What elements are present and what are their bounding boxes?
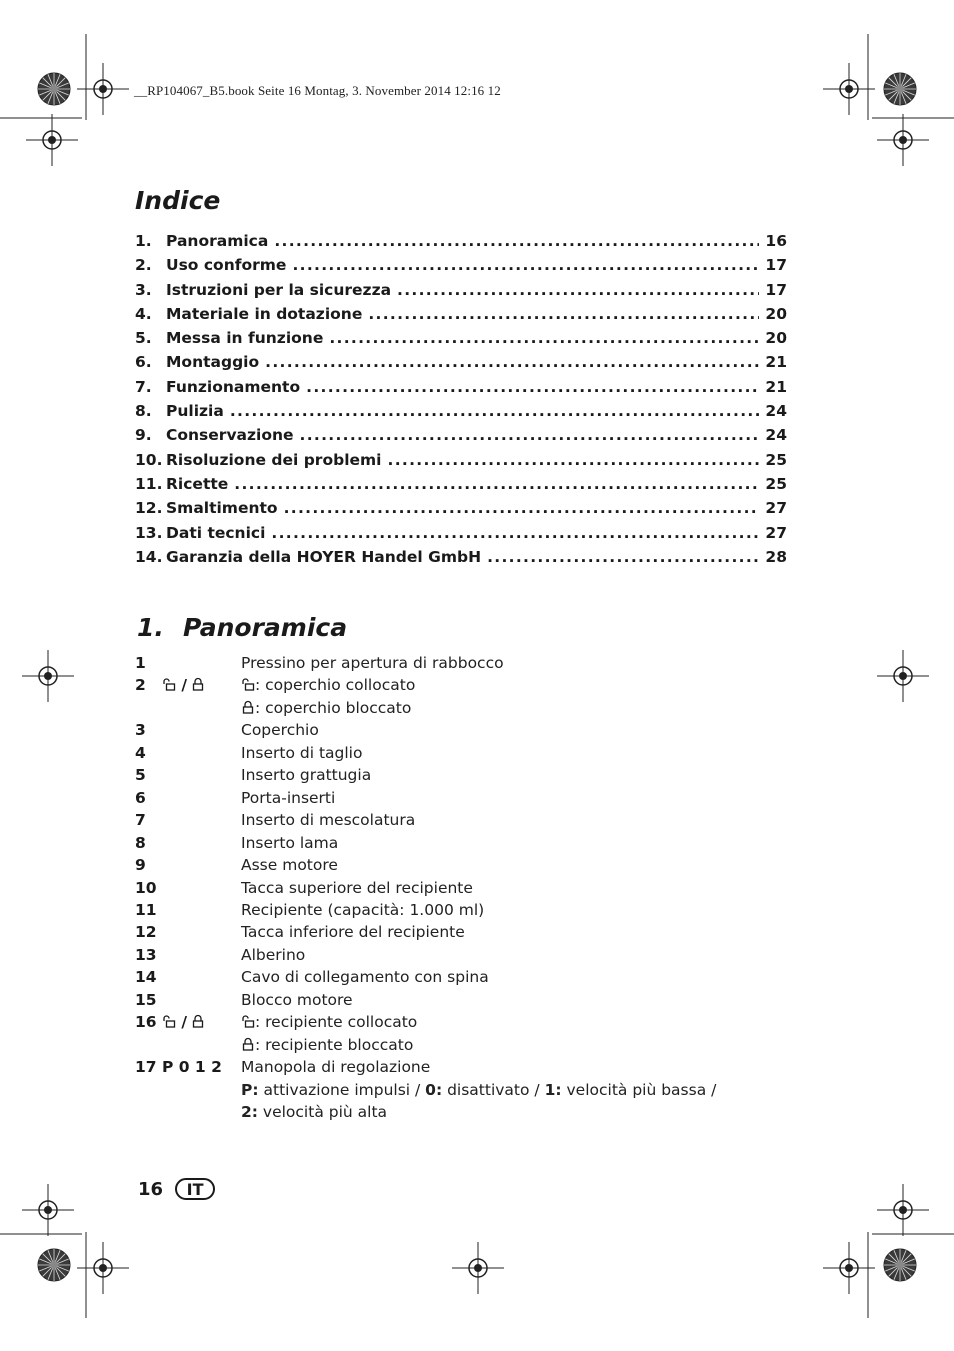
toc-entry-page: 28 — [765, 547, 787, 566]
toc-entry-label: Funzionamento — [166, 377, 301, 396]
list-item — [135, 832, 785, 854]
list-item — [135, 989, 785, 1011]
part-number: 9 — [135, 856, 146, 875]
section-title-text: Panoramica — [183, 613, 348, 642]
part-description: Coperchio — [241, 721, 319, 740]
list-item — [135, 787, 785, 809]
toc-entry-page: 16 — [765, 232, 787, 250]
toc-entry-number: 7. — [135, 377, 152, 396]
section-number: 1. — [137, 613, 164, 642]
toc-entry-label: Conservazione — [166, 426, 294, 445]
toc-entry-number: 11. — [135, 474, 163, 493]
toc-entry-number: 2. — [135, 256, 152, 275]
container-open-line — [241, 1011, 785, 1033]
locked-icon — [241, 1037, 255, 1051]
toc-entry-label: Smaltimento — [166, 499, 278, 518]
setting-2-value: velocità più alta — [257, 1103, 388, 1122]
part-number: 10 — [135, 878, 157, 897]
list-item — [135, 944, 785, 966]
list-item — [135, 652, 785, 674]
unlocked-icon — [241, 1014, 255, 1028]
toc-entry — [135, 305, 787, 329]
parts-list — [135, 652, 785, 1124]
part-number: 4 — [135, 743, 146, 762]
container-locked-line — [241, 1034, 785, 1056]
toc-entry — [135, 524, 787, 548]
toc-entry-page: 24 — [765, 402, 787, 421]
slash-separator: / — [181, 676, 188, 695]
toc-entry-number: 5. — [135, 329, 152, 348]
setting-1-value: velocità più bassa / — [561, 1080, 717, 1099]
toc-entry-label: Pulizia — [166, 402, 224, 421]
knob-settings-line-1 — [241, 1079, 785, 1101]
lid-locked-text: : coperchio bloccato — [255, 698, 412, 717]
toc-entry — [135, 548, 787, 572]
part-description: Pressino per apertura di rabbocco — [241, 654, 504, 672]
part-number: 17 P 0 1 2 — [135, 1058, 222, 1077]
part-description: Asse motore — [241, 856, 338, 875]
part-number: 6 — [135, 788, 146, 807]
part-description — [241, 1056, 785, 1123]
toc-entry-number: 12. — [135, 499, 163, 518]
part-description: Inserto lama — [241, 833, 339, 852]
toc-entry-page: 21 — [765, 377, 787, 396]
page-footer — [138, 1178, 215, 1200]
toc-entry-label: Panoramica — [166, 232, 269, 250]
container-open-text: : recipiente collocato — [255, 1013, 418, 1032]
toc-entry-number: 8. — [135, 402, 152, 421]
toc-entry-number: 9. — [135, 426, 152, 445]
toc-leader-dots — [271, 524, 759, 542]
toc-entry-number: 1. — [135, 232, 152, 250]
part-number: 5 — [135, 766, 146, 785]
toc-leader-dots — [329, 329, 759, 347]
toc-leader-dots — [234, 475, 759, 493]
part-description — [241, 674, 785, 719]
toc-entry — [135, 281, 787, 305]
setting-p-key: P: — [241, 1080, 259, 1099]
part-description — [241, 1011, 785, 1056]
part-description: Porta-inserti — [241, 788, 336, 807]
toc-entry-label: Dati tecnici — [166, 523, 266, 542]
setting-2-key: 2: — [241, 1103, 258, 1122]
toc-entry-page: 27 — [765, 499, 787, 518]
list-item — [135, 877, 785, 899]
part-description: Inserto grattugia — [241, 766, 372, 785]
part-number: 3 — [135, 721, 146, 740]
part-number: 12 — [135, 923, 157, 942]
toc-entry — [135, 451, 787, 475]
toc-leader-dots — [274, 232, 759, 250]
knob-settings-line-2 — [241, 1101, 785, 1123]
toc-entry-label: Garanzia della HOYER Handel GmbH — [166, 547, 482, 566]
part-number-text: 16 — [135, 1013, 157, 1032]
toc-entry-page: 20 — [765, 329, 787, 348]
toc-entry-label: Risoluzione dei problemi — [166, 450, 382, 469]
unlocked-icon — [241, 677, 255, 691]
toc-entry-label: Istruzioni per la sicurezza — [166, 280, 392, 299]
toc-entry-label: Materiale in dotazione — [166, 304, 363, 323]
toc-leader-dots — [306, 378, 759, 396]
setting-1-key: 1: — [544, 1080, 562, 1099]
part-number: 13 — [135, 945, 157, 964]
toc-leader-dots — [368, 305, 759, 323]
toc-entry — [135, 353, 787, 377]
toc-entry-page: 21 — [765, 353, 787, 372]
toc-entry-number: 6. — [135, 353, 152, 372]
page-number: 16 — [138, 1178, 164, 1200]
toc-leader-dots — [265, 353, 759, 371]
part-description: Tacca inferiore del recipiente — [241, 923, 465, 942]
toc-entry — [135, 329, 787, 353]
part-description: Blocco motore — [241, 990, 353, 1009]
setting-p-value: attivazione impulsi / — [258, 1080, 426, 1099]
list-item — [135, 764, 785, 786]
list-item — [135, 674, 785, 719]
toc-entry-page: 20 — [765, 304, 787, 323]
toc-leader-dots — [284, 499, 760, 517]
toc-entry-page: 24 — [765, 426, 787, 445]
toc-entry-page: 17 — [765, 256, 787, 275]
file-info-line: __RP104067_B5.book Seite 16 Montag, 3. November 2014 12:16 12 — [134, 83, 501, 98]
part-number-text: 2 — [135, 676, 146, 695]
part-description: Recipiente (capacità: 1.000 ml) — [241, 900, 485, 919]
part-number: 11 — [135, 900, 157, 919]
setting-0-value: disattivato / — [442, 1080, 545, 1099]
part-number: 14 — [135, 968, 157, 987]
part-description: Cavo di collegamento con spina — [241, 968, 489, 987]
part-description: Tacca superiore del recipiente — [241, 878, 473, 897]
unlocked-icon — [162, 1014, 176, 1028]
toc-entry-number: 10. — [135, 450, 163, 469]
list-item — [135, 719, 785, 741]
locked-icon — [192, 677, 204, 691]
list-item — [135, 809, 785, 831]
toc-entry-label: Uso conforme — [166, 256, 287, 275]
toc-entry-page: 25 — [765, 450, 787, 469]
slash-separator: / — [181, 1013, 188, 1032]
setting-0-key: 0: — [425, 1080, 443, 1099]
toc-entry — [135, 402, 787, 426]
section-title — [137, 613, 347, 642]
toc-entry — [135, 256, 787, 280]
toc-entry-number: 4. — [135, 304, 152, 323]
lid-locked-line — [241, 697, 785, 719]
locked-icon — [192, 1014, 204, 1028]
toc-leader-dots — [300, 426, 760, 444]
toc-entry — [135, 378, 787, 402]
toc-entry — [135, 232, 787, 256]
list-item — [135, 966, 785, 988]
list-item — [135, 921, 785, 943]
toc-leader-dots — [292, 256, 759, 274]
container-locked-text: : recipiente bloccato — [255, 1035, 414, 1054]
part-number — [135, 1011, 241, 1056]
toc-entry-number: 3. — [135, 280, 152, 299]
list-item — [135, 854, 785, 876]
toc-leader-dots — [487, 548, 759, 566]
lid-open-text: : coperchio collocato — [255, 676, 416, 695]
toc-entry-page: 17 — [765, 280, 787, 299]
locked-icon — [241, 700, 255, 714]
toc-title: Indice — [135, 186, 221, 215]
toc-leader-dots — [397, 281, 759, 299]
language-badge: IT — [175, 1178, 215, 1200]
knob-title: Manopola di regolazione — [241, 1058, 431, 1077]
part-number: 7 — [135, 811, 146, 830]
toc-leader-dots — [230, 402, 760, 420]
toc-entry-label: Ricette — [166, 474, 229, 493]
toc-entry-number: 13. — [135, 523, 163, 542]
part-description: Alberino — [241, 945, 306, 964]
table-of-contents — [135, 232, 787, 572]
list-item — [135, 742, 785, 764]
part-number — [135, 674, 241, 719]
toc-entry — [135, 426, 787, 450]
toc-entry — [135, 475, 787, 499]
toc-entry-label: Messa in funzione — [166, 329, 324, 348]
toc-leader-dots — [388, 451, 760, 469]
toc-entry-page: 25 — [765, 474, 787, 493]
part-number: 1 — [135, 654, 146, 672]
part-description: Inserto di taglio — [241, 743, 363, 762]
part-description: Inserto di mescolatura — [241, 811, 416, 830]
part-number: 8 — [135, 833, 146, 852]
toc-entry-label: Montaggio — [166, 353, 260, 372]
list-item — [135, 899, 785, 921]
list-item — [135, 1011, 785, 1056]
toc-entry — [135, 499, 787, 523]
toc-entry-page: 27 — [765, 523, 787, 542]
part-number: 15 — [135, 990, 157, 1009]
toc-entry-number: 14. — [135, 547, 163, 566]
lid-open-line — [241, 674, 785, 696]
list-item — [135, 1056, 785, 1123]
unlocked-icon — [162, 677, 176, 691]
